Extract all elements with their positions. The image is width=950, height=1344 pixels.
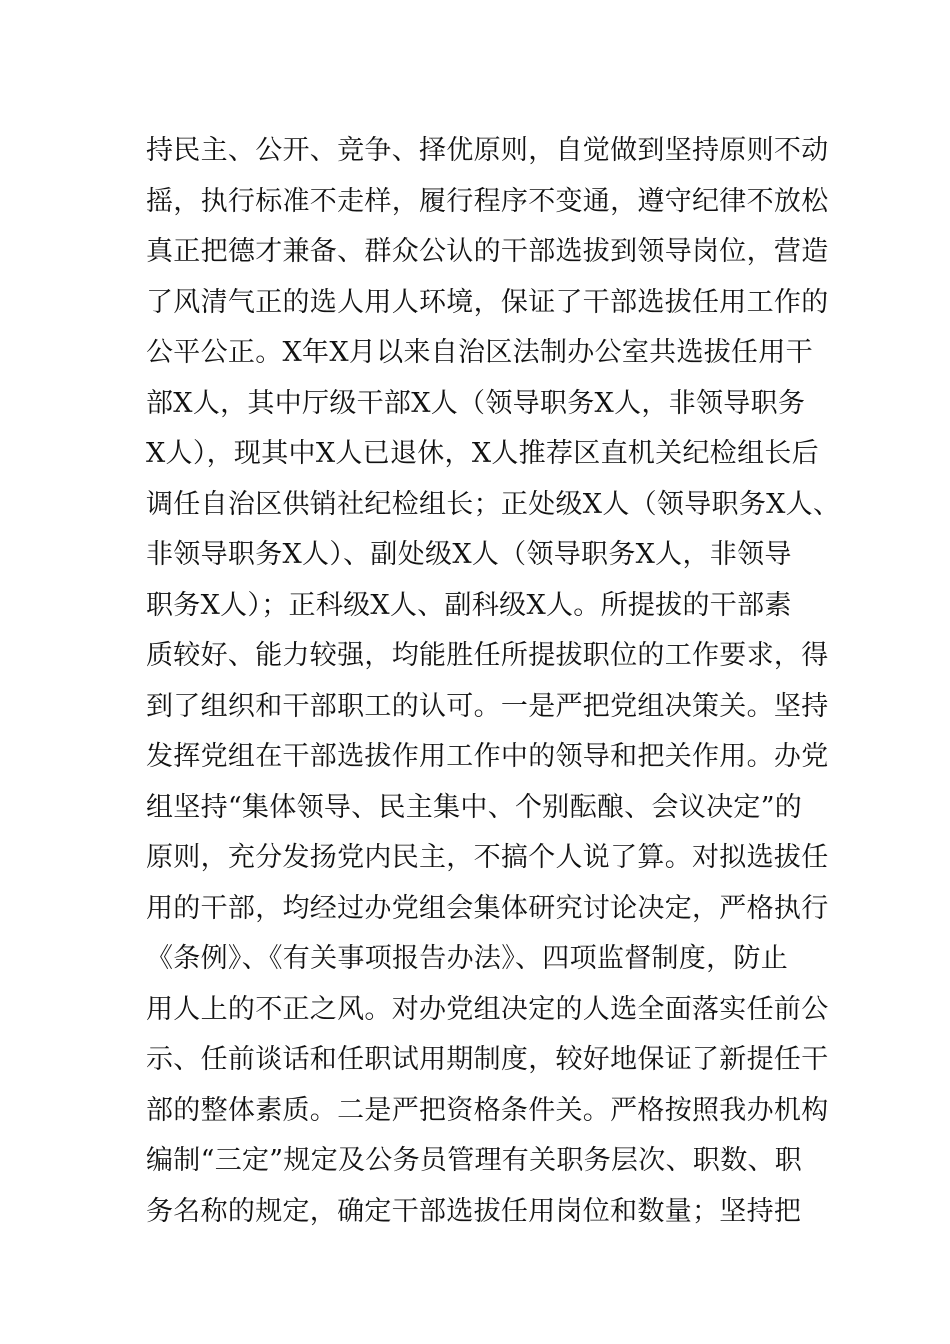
body-text [146, 126, 846, 1237]
text-line: 编制“三定”规定及公务员管理有关职务层次、职数、职 [146, 1145, 803, 1176]
text-line: 非领导职务X人）、副处级X人（领导职务X人，非领导 [146, 539, 792, 570]
text-line: 用人上的不正之风。对办党组决定的人选全面落实任前公 [146, 993, 829, 1025]
text-line: 职务X人）；正科级X人、副科级X人。所提拔的干部素 [146, 589, 792, 621]
text-line: 了风清气正的选人用人环境，保证了干部选拔任用工作的 [146, 286, 829, 318]
text-line: 务名称的规定，确定干部选拔任用岗位和数量；坚持把 [146, 1195, 802, 1227]
text-line: 示、任前谈话和任职试用期制度，较好地保证了新提任干 [146, 1044, 829, 1075]
text-line: 真正把德才兼备、群众公认的干部选拔到领导岗位，营造 [146, 236, 829, 267]
text-line: 质较好、能力较强，均能胜任所提拔职位的工作要求，得 [146, 640, 829, 671]
text-line: 《条例》、《有关事项报告办法》、四项监督制度，防止 [146, 943, 788, 974]
text-line: 组坚持“集体领导、民主集中、个别酝酿、会议决定”的 [146, 791, 803, 823]
text-line: 部的整体素质。二是严把资格条件关。严格按照我办机构 [146, 1094, 829, 1126]
text-line: 公平公正。X年X月以来自治区法制办公室共选拔任用干 [146, 337, 813, 368]
text-line: 持民主、公开、竞争、择优原则，自觉做到坚持原则不动 [146, 135, 829, 166]
text-line: 用的干部，均经过办党组会集体研究讨论决定，严格执行 [146, 892, 829, 924]
text-line: 调任自治区供销社纪检组长；正处级X人（领导职务X人、 [146, 488, 841, 520]
text-line: 摇，执行标准不走样，履行程序不变通，遵守纪律不放松 [146, 185, 829, 217]
text-line: 部X人，其中厅级干部X人（领导职务X人，非领导职务 [146, 387, 806, 419]
text-line: 原则，充分发扬党内民主，不搞个人说了算。对拟选拔任 [146, 842, 829, 873]
text-line: 发挥党组在干部选拔作用工作中的领导和把关作用。办党 [146, 741, 829, 772]
text-line: X人），现其中X人已退休，X人推荐区直机关纪检组长后 [146, 438, 819, 469]
text-line: 到了组织和干部职工的认可。一是严把党组决策关。坚持 [146, 690, 829, 722]
